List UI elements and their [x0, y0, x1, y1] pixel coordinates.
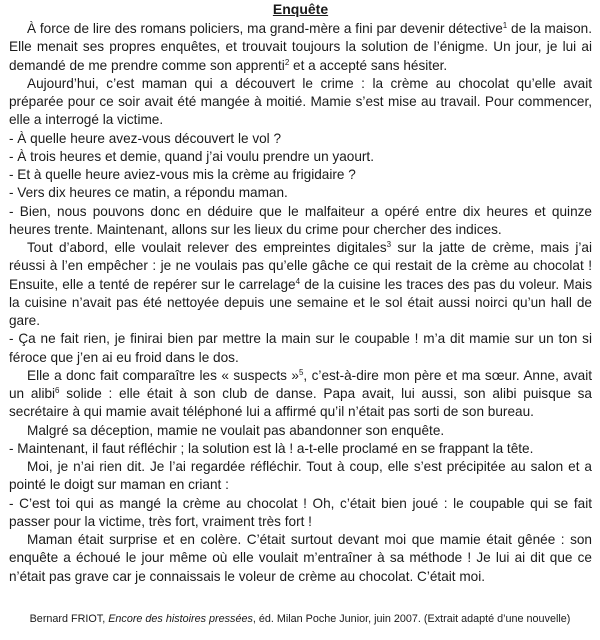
source-citation — [0, 613, 600, 626]
footnote-marker: 2 — [284, 57, 290, 67]
paragraph — [9, 239, 592, 330]
text-run: - C’est toi qui as mangé la crème au chocolat ! Oh, c’était bien joué : le coupable qui se fait passer pour la victime, très fort, vraiment très fort ! — [9, 495, 592, 529]
text-run: sur la jatte de crème, mais j’ai réussi à l’en empêcher : je ne voulais pas qu’elle gâche ce qui restait de la crème au chocolat ! Ensuite, elle a tenté de repérer sur le carrelage — [9, 240, 592, 292]
paragraph — [9, 458, 592, 495]
text-run: - Ça ne fait rien, je finirai bien par mettre la main sur le coupable ! m’a dit mamie sur un ton si féroce que j’en ai eu froid dans le dos. — [9, 331, 592, 365]
text-run: Tout d’abord, elle voulait relever des empreintes digitales — [27, 240, 387, 255]
text-run: - À trois heures et demie, quand j’ai voulu prendre un yaourt. — [9, 148, 374, 164]
paragraph — [9, 148, 592, 166]
text-run: - Vers dix heures ce matin, a répondu maman. — [9, 185, 288, 201]
paragraph — [9, 75, 592, 130]
text-run: , c’est-à-dire mon père et ma sœur. Anne, avait un alibi — [9, 367, 592, 401]
document-title: Enquête — [272, 1, 329, 17]
footnote-marker: 1 — [502, 21, 508, 30]
paragraph — [9, 367, 592, 422]
text-run: - À quelle heure avez-vous découvert le vol ? — [9, 130, 282, 146]
text-run: Moi, je n’ai rien dit. Je l’ai regardée réfléchir. Tout à coup, elle s’est précipitée au salon et a pointé le doigt sur maman en criant : — [9, 459, 592, 493]
text-run: Aujourd’hui, c’est maman qui a découvert le crime : la crème au chocolat qu’elle avait préparée pour ce soir avait été mangée à moitié. Mamie s’est mise au travail. Pour commencer, elle a interrogé la victime. — [9, 75, 592, 128]
source-details: , éd. Milan Poche Junior, juin 2007. (Extrait adapté d’une nouvelle) — [252, 613, 571, 625]
footnote-marker: 4 — [295, 276, 301, 286]
paragraph — [9, 330, 592, 367]
text-run: Malgré sa déception, mamie ne voulait pas abandonner son enquête. — [27, 422, 445, 438]
text-run: Elle a donc fait comparaître les « suspects » — [27, 367, 299, 383]
text-run: - Bien, nous pouvons donc en déduire que le malfaiteur a opéré entre dix heures et quinze heures trente. Maintenant, allons sur les lieux du crime pour chercher des indices. — [9, 203, 592, 237]
text-run: - Maintenant, il faut réfléchir ; la solution est là ! a-t-elle proclamé en se frappant la tête. — [9, 440, 534, 456]
paragraph — [9, 531, 592, 586]
footnote-marker: 5 — [298, 367, 304, 377]
footnote-marker: 6 — [55, 386, 60, 395]
text-run: de la maison. Elle menait ses propres enquêtes, et trouvait toujours la solution de l’énigme. Un jour, je lui ai demandé de me prendre comme son apprenti — [9, 21, 592, 73]
text-run: et a accepté sans hésiter. — [289, 57, 448, 73]
paragraph — [9, 166, 592, 184]
paragraph — [9, 440, 592, 458]
paragraph — [9, 20, 592, 75]
text-run: solide : elle était à son club de danse. Papa avait, lui aussi, son alibi puisque sa secrétaire à qui mamie avait téléphoné lui a affirmé qu’il n’était pas sorti de son bureau. — [9, 386, 592, 420]
paragraph — [9, 422, 592, 440]
source-author: Bernard FRIOT, — [29, 613, 109, 625]
text-run: - Et à quelle heure aviez-vous mis la crème au frigidaire ? — [9, 167, 356, 182]
document-page — [0, 1, 600, 640]
text-run: À force de lire des romans policiers, ma grand-mère a fini par devenir détective — [27, 21, 503, 36]
paragraph — [9, 130, 592, 148]
footnote-marker: 3 — [386, 240, 392, 249]
source-book-title: Encore des histoires pressées — [108, 613, 253, 625]
story-body — [9, 20, 592, 586]
text-run: de la cuisine les traces des pas du voleur. Mais la cuisine n’avait pas été nettoyée depuis une semaine et le sol était aussi noirci qu’un hall de gare. — [9, 276, 592, 328]
paragraph — [9, 184, 592, 202]
paragraph — [9, 495, 592, 532]
text-run: Maman était surprise et en colère. C’était surtout devant moi que mamie était gênée : son enquête a échoué le jour même où elle voulait m’entraîner à sa méthode ! Je lui ai dit que ce n’était pas grave car je connaissais le voleur de crème au chocolat. C’était moi. — [9, 532, 592, 584]
paragraph — [9, 203, 592, 240]
